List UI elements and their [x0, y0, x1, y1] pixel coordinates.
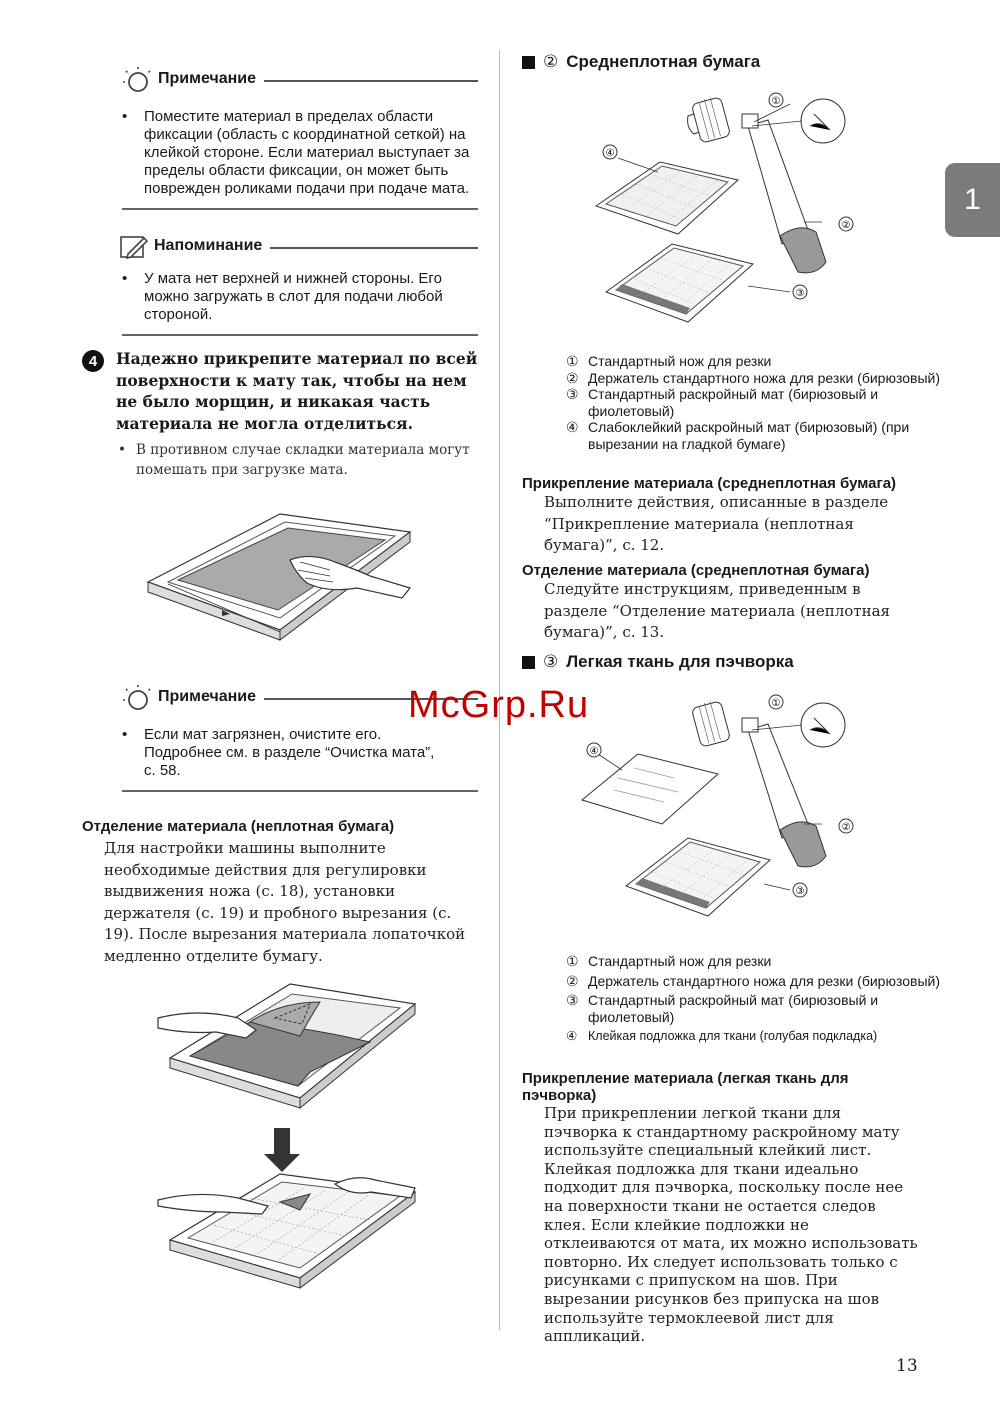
callout-2: ②: [841, 220, 851, 231]
page-number: 13: [896, 1356, 918, 1376]
square-bullet-icon: [522, 656, 535, 669]
section-title: Отделение материала (среднеплотная бумага): [522, 562, 870, 579]
attach-section-3: [522, 1070, 942, 1346]
section-number: ②: [543, 52, 559, 71]
callout-2: ②: [841, 822, 851, 833]
section-text: Следуйте инструкциям, приведенным в разделе “Отделение материала (неплотная бумага)”, с. 13.: [544, 580, 890, 641]
section-title: Прикрепление материала (легкая ткань для пэчворка): [522, 1070, 849, 1104]
peeling-paper-illustration: [150, 978, 420, 1308]
section-heading-3: [522, 652, 794, 672]
note-title: Примечание: [158, 70, 257, 87]
reminder-title: Напоминание: [154, 237, 263, 254]
reminder-block: [118, 232, 478, 336]
step-bullet-text: В противном случае складки материала могут помешать при загрузке мата.: [136, 442, 470, 478]
divider: [122, 208, 478, 210]
section-number: ③: [543, 652, 559, 671]
legend-item: ① Стандартный нож для резки: [566, 953, 772, 969]
watermark: McGrp.Ru: [408, 684, 590, 726]
section-text: При прикреплении легкой ткани для пэчворка к стандартному раскройному мату используйте специальный клейкий лист. Клейкая подложка для ткани идеально подходит для пэчворка, поскольку после нее на поверхности ткани не остается следов клея. Если клейкие подложки не отклеиваются от мата, их можно использовать повторно. Их следует использовать только с рисунками с припуском на шов. При вырезании рисунков без припуска на шов используйте термоклеевой лист для аппликаций.: [544, 1104, 918, 1346]
section-title: Отделение материала (неплотная бумага): [82, 818, 395, 835]
medium-paper-tools-illustration: [578, 86, 878, 336]
memo-pencil-icon: [118, 232, 150, 260]
divider: [122, 334, 478, 336]
note-title: Примечание: [158, 688, 257, 705]
section-title: Легкая ткань для пэчворка: [566, 652, 794, 671]
section-title: Среднеплотная бумага: [566, 52, 761, 71]
separation-section: [82, 818, 482, 967]
list-item: • Если мат загрязнен, очистите его. Подробнее см. в разделе “Очистка мата”, с. 58.: [118, 726, 448, 780]
legend-item: ④ Клейкая подложка для ткани (голубая подкладка): [566, 1029, 878, 1043]
legend-item: ① Стандартный нож для резки: [566, 353, 772, 369]
callout-4: ④: [589, 746, 599, 757]
legend-item: ② Держатель стандартного ножа для резки (бирюзовый): [566, 369, 940, 386]
divider: [122, 790, 478, 792]
reminder-header: [118, 232, 478, 260]
legend-2: [566, 353, 946, 452]
callout-3: ③: [795, 886, 805, 897]
callout-4: ④: [605, 148, 615, 159]
lightbulb-icon: [118, 680, 152, 714]
callout-3: ③: [795, 288, 805, 299]
chapter-tab[interactable]: 1: [945, 163, 1000, 237]
note-header: [118, 62, 478, 96]
hand-pressing-material-illustration: [140, 510, 430, 670]
reminder-list: [118, 270, 474, 324]
section-heading-2: [522, 52, 760, 72]
callout-1: ①: [771, 96, 781, 107]
legend-item: ③ Стандартный раскройный мат (бирюзовый и фиолетовый): [566, 992, 879, 1025]
section-text: Для настройки машины выполните необходимые действия для регулировки выдвижения ножа (с. 18), установки держателя (с. 19) и пробного вырезания (с. 19). После вырезания материала лопаточкой медленно отделите бумагу.: [104, 839, 466, 965]
lightbulb-icon: [118, 62, 152, 96]
callout-1: ①: [771, 698, 781, 709]
separation-section-2: [522, 562, 942, 644]
step-4: [82, 348, 482, 480]
list-item: • У мата нет верхней и нижней стороны. Его можно загружать в слот для подачи любой стороной.: [118, 270, 474, 324]
legend-3: [566, 953, 946, 1045]
square-bullet-icon: [522, 56, 535, 69]
legend-item: ④ Слабоклейкий раскройный мат (бирюзовый) (при вырезании на гладкой бумаге): [566, 419, 910, 452]
note-list: [118, 726, 448, 780]
section-title: Прикрепление материала (среднеплотная бумага): [522, 475, 897, 492]
step-instruction: Надежно прикрепите материал по всей поверхности к мату так, чтобы на нем не было морщин, и никакая часть материала не могла отделиться.: [116, 349, 478, 433]
note-list: [118, 108, 474, 198]
step-bullet: • В противном случае складки материала могут помешать при загрузке мата.: [118, 442, 470, 478]
legend-item: ② Держатель стандартного ножа для резки (бирюзовый): [566, 972, 940, 989]
step-number-badge: 4: [82, 350, 104, 372]
legend-item: ③ Стандартный раскройный мат (бирюзовый и фиолетовый): [566, 386, 879, 419]
note-block-1: [118, 62, 478, 210]
attach-section-2: [522, 475, 942, 557]
list-item: • Поместите материал в пределах области фиксации (область с координатной сеткой) на клейкой стороне. Если материал выступает за пределы области фиксации, он может быть поврежден роликами подачи при подаче мата.: [118, 108, 474, 198]
patchwork-fabric-tools-illustration: [578, 690, 878, 930]
section-text: Выполните действия, описанные в разделе “Прикрепление материала (неплотная бумага)”, с. 12.: [544, 493, 889, 554]
